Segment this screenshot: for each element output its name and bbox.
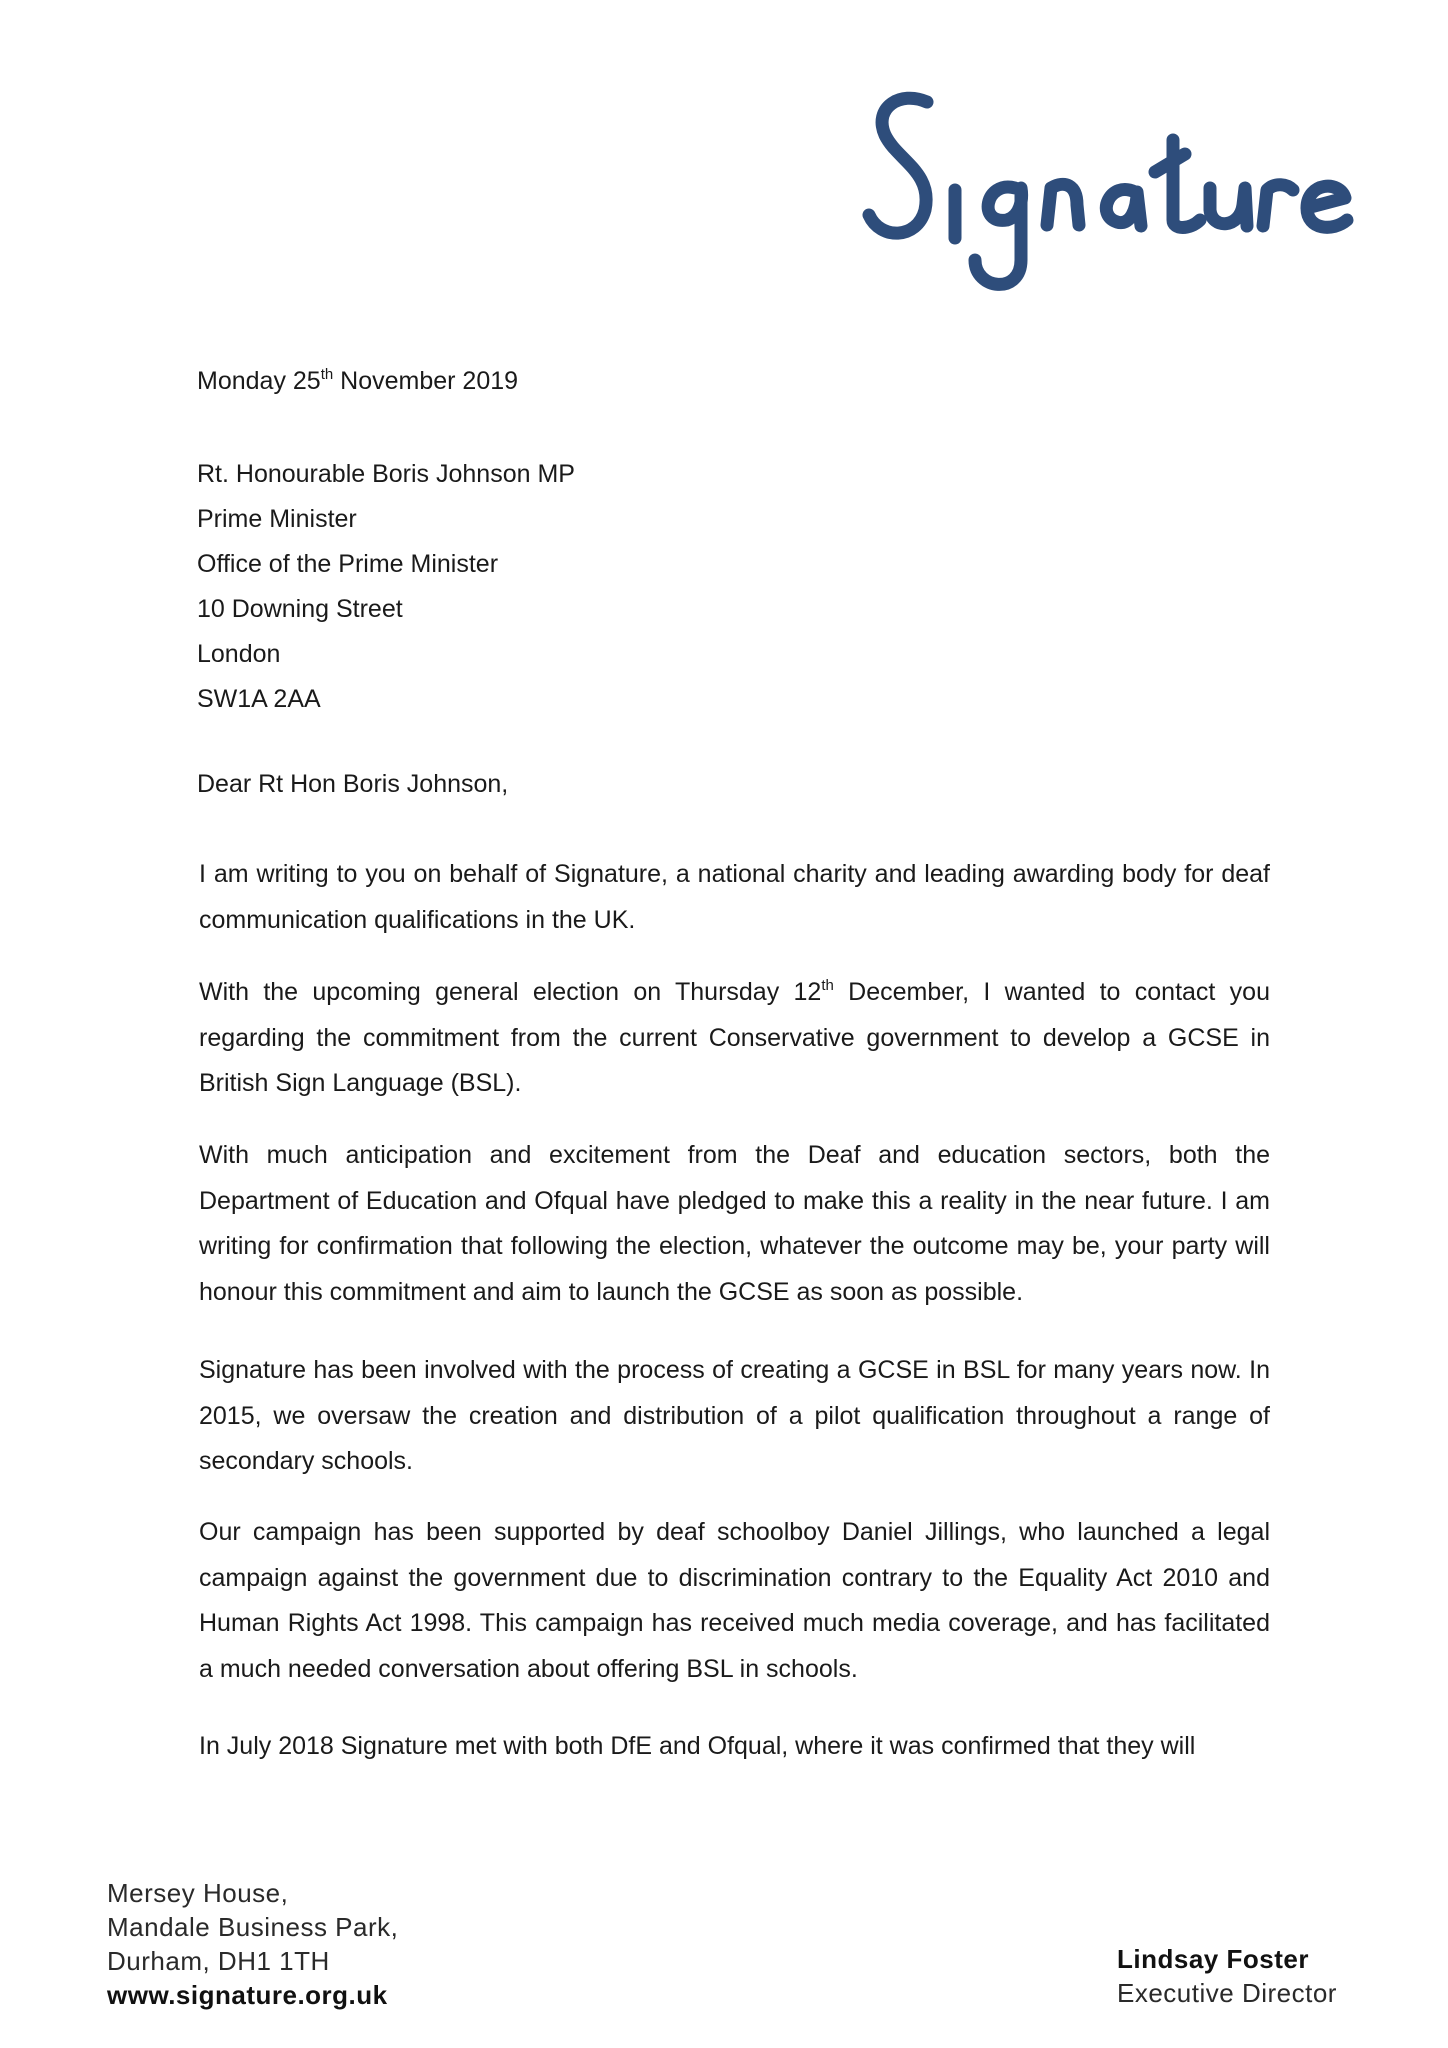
recipient-line: 10 Downing Street (197, 595, 403, 623)
recipient-line: SW1A 2AA (197, 685, 321, 713)
footer-signatory (1117, 1942, 1337, 2010)
recipient-line: Prime Minister (197, 505, 357, 533)
recipient-line: London (197, 640, 281, 668)
signatory-title: Executive Director (1117, 1978, 1337, 2008)
footer-address (107, 1876, 398, 2012)
footer-address-line: Mersey House, (107, 1878, 289, 1908)
date-ordinal: th (320, 366, 334, 383)
body-paragraph-5: Our campaign has been supported by deaf schoolboy Daniel Jillings, who launched a legal campaign against the government due to discrimination contrary to the Equality Act 2010 and Human Rights Act 1998. This campaign has received much media coverage, and has facilitated a much needed conversation about offering BSL in schools. (199, 1518, 1270, 1683)
signature-logo-drawing (855, 80, 1355, 300)
footer-address-line: Durham, DH1 1TH (107, 1946, 330, 1976)
signature-logo (855, 80, 1355, 300)
body-paragraph-2 (199, 970, 1270, 1107)
recipient-address (197, 452, 575, 722)
signatory-name: Lindsay Foster (1117, 1944, 1309, 1974)
date-rest: November 2019 (333, 367, 519, 395)
paragraph-2-end: December, I wanted to contact you regarding the commitment from the current Conservative government to develop a GCSE in British Sign Language (BSL). (199, 978, 1270, 1097)
recipient-line: Office of the Prime Minister (197, 550, 499, 578)
letter-date (197, 364, 518, 398)
body-paragraph-1: I am writing to you on behalf of Signature, a national charity and leading awarding body for deaf communication qualifications in the UK. (199, 860, 1270, 934)
body-paragraph-6: In July 2018 Signature met with both DfE and Ofqual, where it was confirmed that they will (199, 1732, 1196, 1760)
body-paragraph-4: Signature has been involved with the process of creating a GCSE in BSL for many years now. In 2015, we oversaw the creation and distribution of a pilot qualification throughout a range of secondary schools. (199, 1356, 1270, 1475)
footer-address-line: Mandale Business Park, (107, 1912, 399, 1942)
footer-website-link[interactable]: www.signature.org.uk (107, 1980, 388, 2010)
body-paragraph-3: With much anticipation and excitement from the Deaf and education sectors, both the Department of Education and Ofqual have pledged to make this a reality in the near future. I am writing for confirmation that following the election, whatever the outcome may be, your party will honour this commitment and aim to launch the GCSE as soon as possible. (199, 1141, 1270, 1306)
recipient-line: Rt. Honourable Boris Johnson MP (197, 460, 575, 488)
paragraph-2-ordinal: th (821, 977, 834, 994)
paragraph-2-start: With the upcoming general election on Thursday 12 (199, 978, 822, 1006)
date-prefix: Monday 25 (197, 367, 321, 395)
salutation: Dear Rt Hon Boris Johnson, (197, 770, 509, 798)
